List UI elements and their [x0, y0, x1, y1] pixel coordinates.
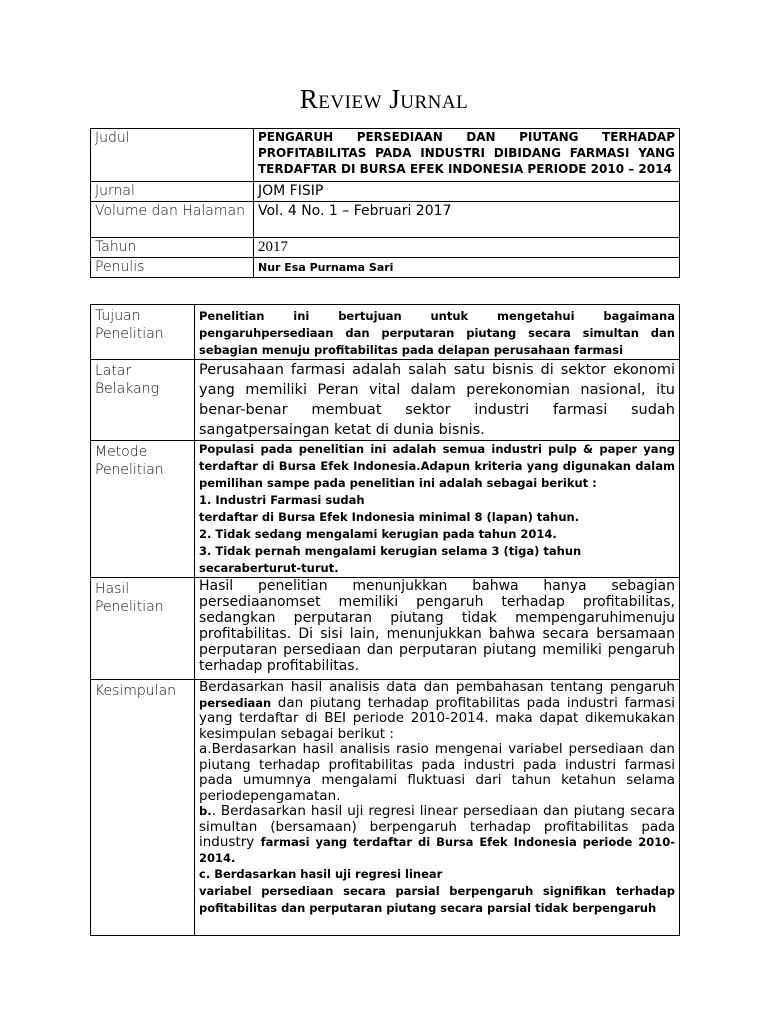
metode-text	[195, 441, 680, 578]
jurnal-label: Jurnal	[91, 182, 254, 202]
jurnal-value: JOM FISIP	[254, 182, 680, 202]
hasil-label: Hasil Penelitian	[91, 578, 195, 680]
page-title: Review Jurnal	[299, 84, 469, 114]
judul-value: PENGARUH PERSEDIAAN DAN PIUTANG TERHADAP PROFITABILITAS PADA INDUSTRI DIBIDANG FARMASI YANG TERDAFTAR DI BURSA EFEK INDONESIA PERIODE 2010 – 2014	[254, 129, 680, 182]
hasil-text: Hasil penelitian menunjukkan bahwa hanya sebagian persediaanomset memiliki pengaruh terhadap profitabilitas, sedangkan perputaran piutang tidak mempengaruhimenuju profitabilitas. Di sisi lain, menunjukkan bahwa secara bersamaan perputaran persediaan dan perputaran piutang memiliki pengaruh terhadap profitabilitas.	[195, 578, 680, 680]
metode-item-3: 3. Tidak pernah mengalami kerugian selama 3 (tiga) tahun secaraberturut-turut.	[199, 544, 582, 575]
kesimpulan-point-c2: variabel persediaan secara parsial berpengaruh signifikan terhadap pofitabilitas dan perputaran piutang secara parsial tidak berpengaruh	[199, 884, 675, 915]
tujuan-text: Penelitian ini bertujuan untuk mengetahui bagaimana pengaruhpersediaan dan perputaran piutang secara simultan dan sebagian menuju profitabilitas pada delapan perusahaan farmasi	[195, 305, 680, 360]
metode-item-2: 2. Tidak sedang mengalami kerugian pada tahun 2014.	[199, 527, 557, 541]
kesimpulan-point-a: a.Berdasarkan hasil analisis rasio mengenai variabel persediaan dan piutang terhadap profitabilitas pada industri pada industri farmasi pada umumnya mengalami fluktuasi dari tahun ketahun selama periodepengamatan.	[199, 741, 675, 804]
latar-label: Latar Belakang	[91, 360, 195, 441]
penulis-value: Nur Esa Purnama Sari	[254, 258, 680, 278]
metode-label: Metode Penelitian	[91, 441, 195, 578]
tujuan-label: Tujuan Penelitian	[91, 305, 195, 360]
volume-label: Volume dan Halaman	[91, 202, 254, 238]
metode-item-1a: 1. Industri Farmasi sudah	[199, 493, 365, 507]
kesimpulan-point-c: c. Berdasarkan hasil uji regresi linear	[199, 867, 443, 881]
review-table	[90, 304, 680, 936]
kesimpulan-intro: Berdasarkan hasil analisis data dan pembahasan tentang pengaruh persediaan dan piutang terhadap profitabilitas pada industri farmasi yang terdaftar di BEI periode 2010-2014. maka dapat dikemukakan kesimpulan sebagai berikut :	[199, 679, 675, 742]
tahun-label: Tahun	[91, 238, 254, 258]
latar-text: Perusahaan farmasi adalah salah satu bisnis di sektor ekonomi yang memiliki Peran vital dalam perekonomian nasional, itu benar-benar membuat sektor industri farmasi sudah sangatpersaingan ketat di dunia bisnis.	[195, 360, 680, 441]
journal-info-table	[90, 128, 680, 278]
kesimpulan-label: Kesimpulan	[91, 680, 195, 936]
kesimpulan-text	[195, 680, 680, 936]
metode-item-1b: terdaftar di Bursa Efek Indonesia minimal 8 (lapan) tahun.	[199, 510, 580, 524]
tahun-value: 2017	[254, 238, 680, 258]
kesimpulan-point-b: b.. Berdasarkan hasil uji regresi linear persediaan dan piutang secara simultan (bersamaan) berpengaruh terhadap profitabilitas pada industry farmasi yang terdaftar di Bursa Efek Indonesia periode 2010-2014.	[199, 803, 676, 865]
metode-intro: Populasi pada penelitian ini adalah semua industri pulp & paper yang terdaftar di Bursa Efek Indonesia.Adapun kriteria yang digunakan dalam pemilihan sampe pada penelitian ini adalah sebagai berikut :	[199, 442, 675, 490]
volume-value: Vol. 4 No. 1 – Februari 2017	[254, 202, 680, 238]
judul-label: Judul	[91, 129, 254, 182]
penulis-label: Penulis	[91, 258, 254, 278]
